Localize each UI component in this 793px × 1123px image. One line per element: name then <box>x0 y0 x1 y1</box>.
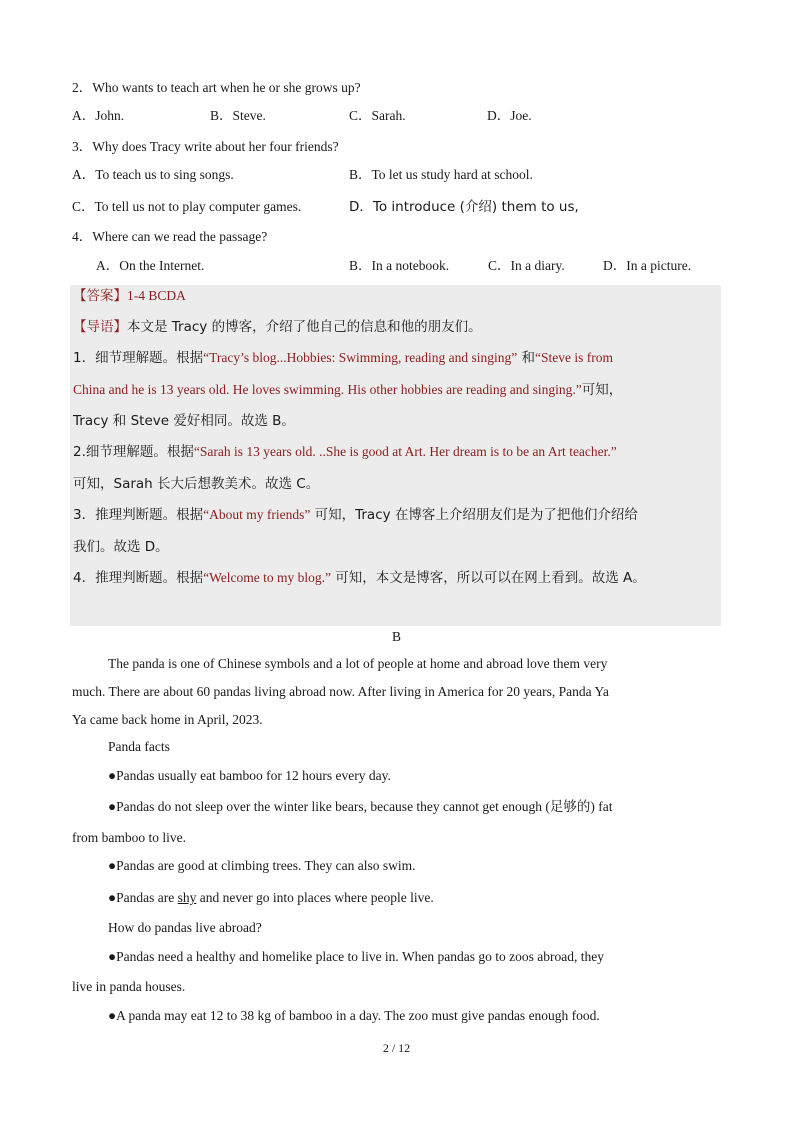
explanation-1-conclusion: 可知， <box>581 382 623 398</box>
passage-paragraph-1-line-2: much. There are about 60 pandas living abroad now. After living in America for 20 years, Panda Ya <box>72 684 609 699</box>
explanation-1-line-1 <box>73 349 613 367</box>
explanation-1-line-2 <box>73 381 622 399</box>
option-d: D．Joe. <box>487 108 532 123</box>
explanation-2-quote: “Sarah is 13 years old. ..She is good at Art. Her dream is to be an Art teacher.” <box>193 444 617 459</box>
explanation-2-intro: 2.细节理解题。根据 <box>73 444 194 460</box>
explanation-2-line-1 <box>73 443 617 461</box>
fact-2-line-2: from bamboo to live. <box>72 830 186 845</box>
explanation-4-quote: “Welcome to my blog.” <box>203 570 331 585</box>
fact-4 <box>108 889 434 907</box>
explanation-1-line-3: Tracy 和 Steve 爱好相同。故选 B。 <box>73 413 295 429</box>
answer-line <box>73 287 186 305</box>
question-4-stem: 4．Where can we read the passage? <box>72 229 268 244</box>
explanation-1-quote: “Tracy’s blog...Hobbies: Swimming, reading and singing” <box>203 350 518 365</box>
guide-label: 【导语】 <box>73 319 127 335</box>
option-b: B．To let us study hard at school. <box>349 167 533 182</box>
fact-4-end: and never go into places where people live. <box>196 890 434 905</box>
fact-1: ●Pandas usually eat bamboo for 12 hours every day. <box>108 768 391 783</box>
explanation-3-line-1 <box>73 506 638 524</box>
explanation-3-conclusion: 可知，Tracy 在博客上介绍朋友们是为了把他们介绍给 <box>310 507 638 523</box>
abroad-point-2: ●A panda may eat 12 to 38 kg of bamboo in a day. The zoo must give pandas enough food. <box>108 1008 600 1023</box>
option-d: D．To introduce (介绍) them to us, <box>349 199 579 215</box>
option-c: C．To tell us not to play computer games. <box>72 199 302 214</box>
section-heading-b: B <box>391 629 401 644</box>
guide-text: 本文是 Tracy 的博客，介绍了他自己的信息和他的朋友们。 <box>127 319 482 335</box>
passage-paragraph-1-line-3: Ya came back home in April, 2023. <box>72 712 263 727</box>
explanation-4-intro: 4．推理判断题。根据 <box>73 570 204 586</box>
guide-line <box>73 318 482 336</box>
option-c: C．In a diary. <box>488 258 565 273</box>
explanation-4-line-1 <box>73 569 646 587</box>
explanation-1-and: 和 <box>517 350 535 366</box>
fact-3: ●Pandas are good at climbing trees. They can also swim. <box>108 858 416 873</box>
fact-4-start: ●Pandas are <box>108 890 178 905</box>
underlined-word-shy: shy <box>177 890 197 905</box>
explanation-3-intro: 3．推理判断题。根据 <box>73 507 204 523</box>
explanation-1-quote-2-cont: China and he is 13 years old. He loves swimming. His other hobbies are reading and singing.” <box>73 382 582 397</box>
option-b: B．In a notebook. <box>349 258 450 273</box>
answer-explanation-box <box>70 285 721 626</box>
abroad-heading: How do pandas live abroad? <box>108 920 262 935</box>
explanation-3-quote: “About my friends” <box>203 507 311 522</box>
explanation-1-quote-2: “Steve is from <box>535 350 613 365</box>
question-3-stem: 3．Why does Tracy write about her four friends? <box>72 139 339 154</box>
option-c: C．Sarah. <box>349 108 406 123</box>
abroad-point-1-line-2: live in panda houses. <box>72 979 186 994</box>
passage-paragraph-1-line-1: The panda is one of Chinese symbols and a lot of people at home and abroad love them very <box>108 656 608 671</box>
explanation-3-line-2: 我们。故选 D。 <box>73 539 169 555</box>
answer-label: 【答案】 <box>73 288 127 304</box>
question-2-stem: 2．Who wants to teach art when he or she grows up? <box>72 80 361 95</box>
option-a: A．On the Internet. <box>96 258 205 273</box>
option-d: D．In a picture. <box>603 258 692 273</box>
explanation-1-intro: 1．细节理解题。根据 <box>73 350 204 366</box>
answer-value: 1-4 BCDA <box>127 288 186 303</box>
option-b: B．Steve. <box>210 108 266 123</box>
panda-facts-heading: Panda facts <box>108 739 170 754</box>
abroad-point-1-line-1: ●Pandas need a healthy and homelike place to live in. When pandas go to zoos abroad, they <box>108 949 605 964</box>
option-a: A．To teach us to sing songs. <box>72 167 234 182</box>
fact-2-line-1: ●Pandas do not sleep over the winter like bears, because they cannot get enough (足够的) fat <box>108 799 613 814</box>
option-a: A．John. <box>72 108 125 123</box>
page-number: 2 / 12 <box>382 1041 411 1055</box>
explanation-4-conclusion: 可知，本文是博客，所以可以在网上看到。故选 A。 <box>330 570 646 586</box>
explanation-2-line-2: 可知，Sarah 长大后想教美术。故选 C。 <box>73 476 320 492</box>
